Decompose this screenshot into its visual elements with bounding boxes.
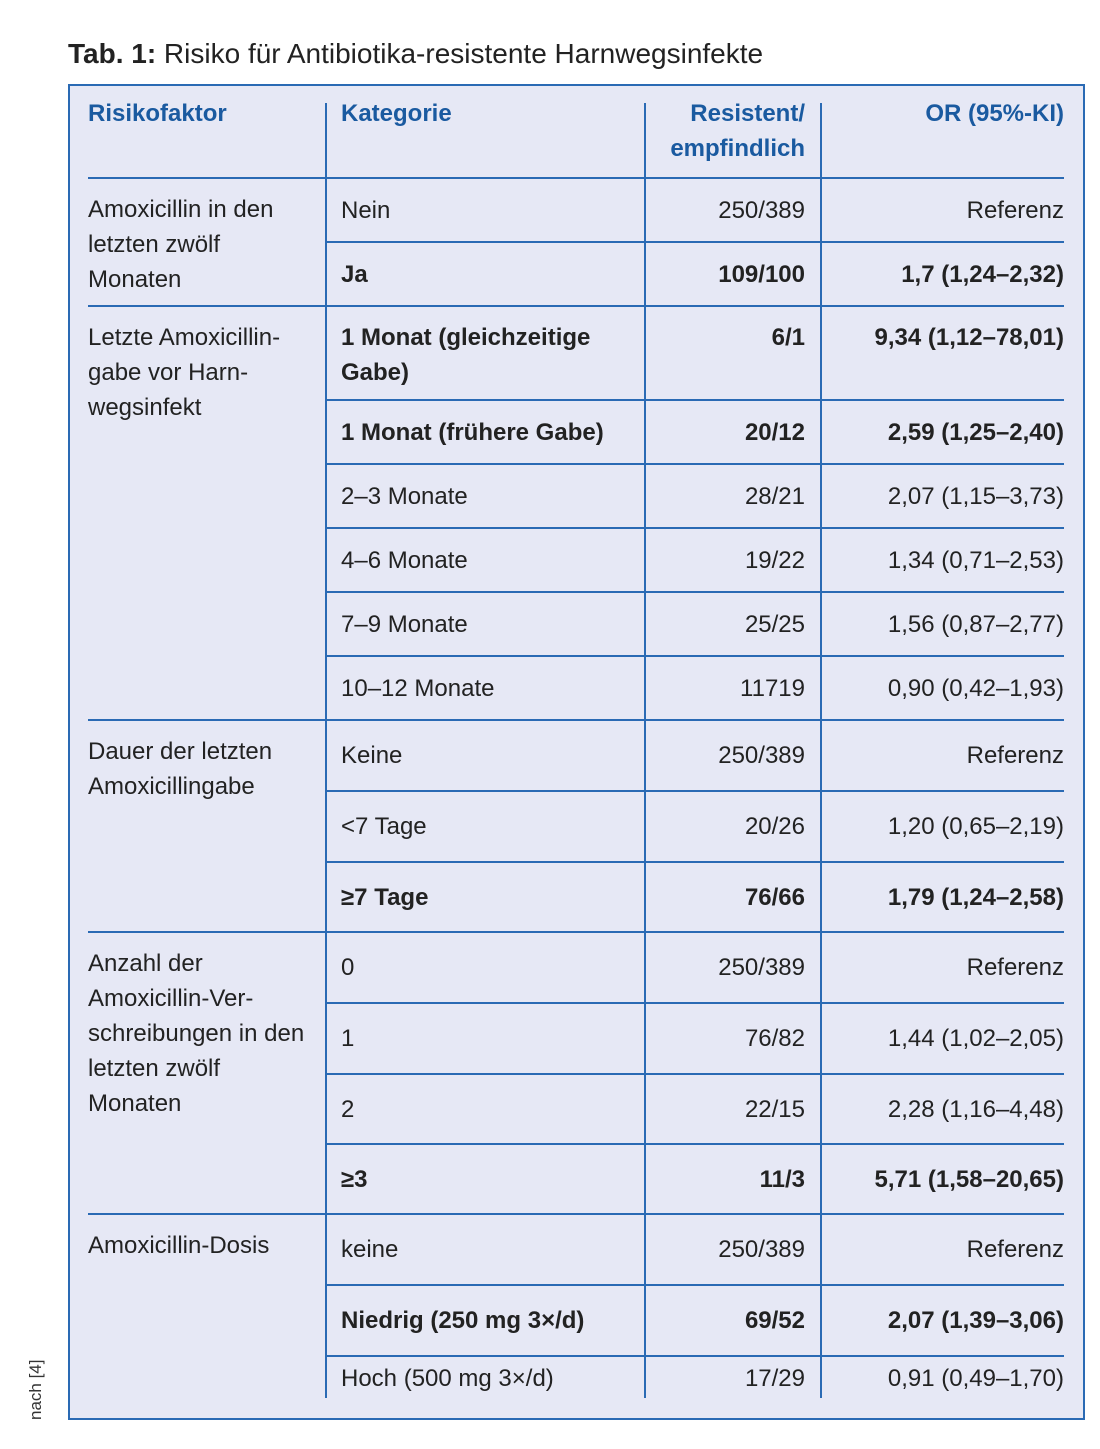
category-cell: 1 Monat (gleichzeitige Gabe) (341, 324, 591, 386)
category-cell: keine (341, 1236, 399, 1263)
group-label: Letzte Amoxicillin-gabe vor Harn-wegsinfekt (88, 324, 281, 421)
category-cell: Keine (341, 742, 403, 769)
category-cell: <7 Tage (341, 813, 427, 840)
ratio-cell: 20/12 (744, 418, 805, 446)
or-cell: 2,28 (1,16–4,48) (887, 1095, 1064, 1123)
ratio-cell: 28/21 (744, 482, 805, 510)
group-divider (88, 719, 1064, 721)
category-cell: 1 Monat (frühere Gabe) (341, 418, 604, 446)
category-cell: Hoch (500 mg 3×/d) (341, 1364, 554, 1392)
ratio-cell: 6/1 (771, 324, 805, 351)
category-cell: 4–6 Monate (341, 546, 468, 574)
ratio-cell: 76/82 (744, 1025, 805, 1052)
group-divider (88, 305, 1064, 307)
category-cell: ≥7 Tage (341, 883, 429, 911)
header-or: OR (95%-KI) (925, 100, 1064, 127)
or-cell: Referenz (966, 1236, 1064, 1263)
ratio-cell: 17/29 (744, 1364, 805, 1392)
or-cell: 1,20 (0,65–2,19) (887, 813, 1064, 840)
header-divider (88, 177, 1064, 179)
or-cell: 1,56 (0,87–2,77) (887, 610, 1064, 638)
category-cell: Ja (341, 260, 368, 288)
header-ratio: Resistent/ empfindlich (670, 100, 805, 162)
ratio-cell: 250/389 (718, 1236, 805, 1263)
ratio-cell: 109/100 (718, 260, 805, 288)
group-label: Amoxicillin in den letzten zwölf Monaten (88, 196, 274, 293)
ratio-cell: 22/15 (744, 1095, 805, 1123)
ratio-cell: 250/389 (718, 196, 805, 224)
column-divider (820, 103, 822, 1398)
ratio-cell: 69/52 (744, 1307, 805, 1334)
ratio-cell: 25/25 (744, 610, 805, 638)
or-cell: 1,34 (0,71–2,53) (887, 546, 1064, 574)
category-cell: 10–12 Monate (341, 674, 495, 702)
category-cell: 1 (341, 1025, 355, 1052)
header-kategorie: Kategorie (341, 100, 452, 127)
category-cell: 2 (341, 1095, 355, 1123)
row-divider (326, 527, 1064, 529)
or-cell: 0,90 (0,42–1,93) (887, 674, 1064, 702)
category-cell: Nein (341, 196, 391, 224)
or-cell: Referenz (966, 742, 1064, 769)
group-label: Dauer der letzten Amoxicillingabe (88, 738, 273, 800)
ratio-cell: 76/66 (744, 883, 805, 911)
or-cell: 9,34 (1,12–78,01) (874, 324, 1064, 351)
category-cell: ≥3 (341, 1165, 368, 1193)
row-divider (326, 463, 1064, 465)
or-cell: 1,79 (1,24–2,58) (887, 883, 1064, 911)
row-divider (326, 591, 1064, 593)
ratio-cell: 19/22 (744, 546, 805, 574)
or-cell: 0,91 (0,49–1,70) (887, 1364, 1064, 1392)
or-cell: 5,71 (1,58–20,65) (874, 1165, 1064, 1193)
category-cell: 2–3 Monate (341, 482, 468, 510)
row-divider (326, 1284, 1064, 1286)
category-cell: Niedrig (250 mg 3×/d) (341, 1307, 585, 1334)
group-divider (88, 1213, 1064, 1215)
row-divider (326, 241, 1064, 243)
column-divider (644, 103, 646, 1398)
row-divider (326, 1355, 1064, 1357)
group-divider (88, 931, 1064, 933)
table-title: Tab. 1: Risiko für Antibiotika-resistente Harnwegsinfekte (68, 38, 764, 69)
row-divider (326, 655, 1064, 657)
ratio-cell: 11/3 (759, 1165, 805, 1193)
or-cell: 2,07 (1,15–3,73) (887, 482, 1064, 510)
or-cell: 1,7 (1,24–2,32) (901, 260, 1064, 288)
ratio-cell: 20/26 (744, 813, 805, 840)
or-cell: 1,44 (1,02–2,05) (887, 1025, 1064, 1052)
row-divider (326, 1002, 1064, 1004)
category-cell: 7–9 Monate (341, 610, 468, 638)
row-divider (326, 861, 1064, 863)
row-divider (326, 1073, 1064, 1075)
ratio-cell: 250/389 (718, 742, 805, 769)
or-cell: 2,59 (1,25–2,40) (887, 418, 1064, 446)
or-cell: 2,07 (1,39–3,06) (887, 1307, 1064, 1334)
row-divider (326, 790, 1064, 792)
ratio-cell: 11719 (740, 674, 805, 702)
source-note: nach [4] (26, 1359, 45, 1420)
or-cell: Referenz (966, 196, 1064, 224)
column-divider (325, 103, 327, 1398)
row-divider (326, 1143, 1064, 1145)
group-label: Anzahl der Amoxicillin-Ver-schreibungen in den letzten zwölf Monaten (88, 950, 305, 1117)
ratio-cell: 250/389 (718, 954, 805, 981)
row-divider (326, 399, 1064, 401)
or-cell: Referenz (966, 954, 1064, 981)
group-label: Amoxicillin-Dosis (88, 1232, 270, 1259)
category-cell: 0 (341, 954, 355, 981)
table (68, 84, 1085, 1420)
header-risikofaktor: Risikofaktor (88, 100, 227, 127)
